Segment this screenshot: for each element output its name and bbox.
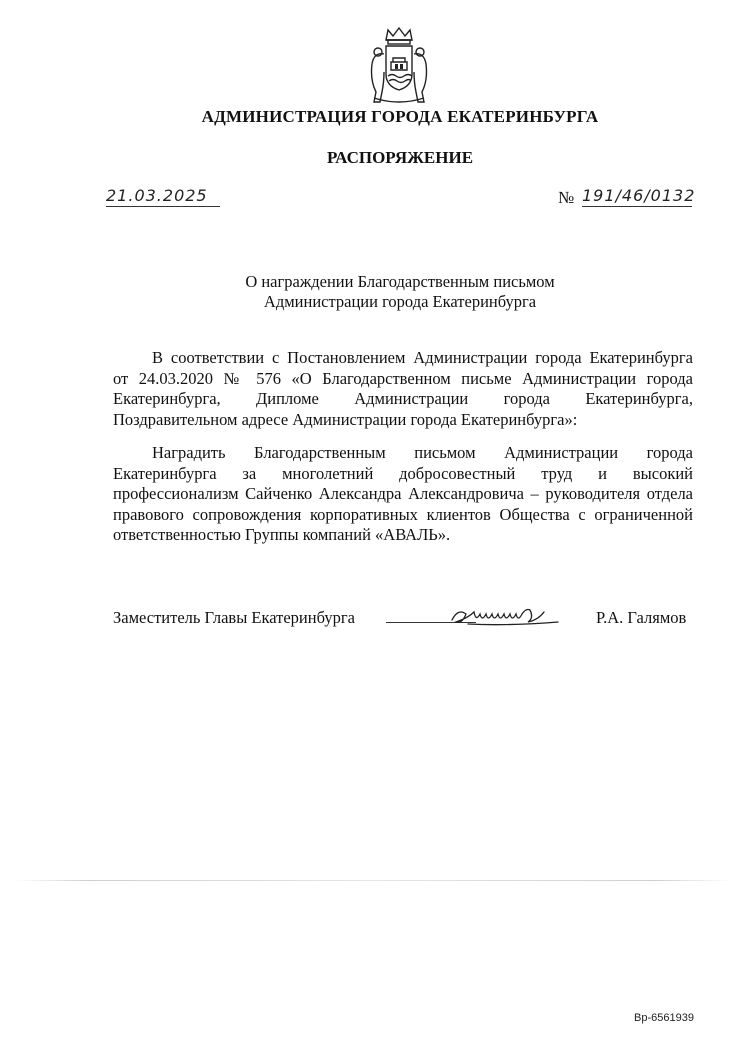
signer-position: Заместитель Главы Екатеринбурга [113,608,355,627]
subject-line: О награждении Благодарственным письмом [245,272,555,291]
paragraph-line: от 24.03.2020 № 576 «О Благодарственном письме Администрации города [113,368,693,388]
paragraph-line: правового сопровождения корпоративных клиентов Общества с ограниченной [113,504,693,524]
coat-of-arms-icon [366,26,432,106]
scan-artifact-line [15,880,730,881]
paragraph-line: Екатеринбурга за многолетний добросовестный труд и высокий [113,463,693,483]
paragraph-line: Екатеринбурга, Дипломе Администрации города Екатеринбурга, [113,389,693,408]
paragraph-line: Наградить Благодарственным письмом Администрации города [152,443,693,462]
document-subject [0,272,750,312]
paragraph-line: профессионализм Сайченко Александра Александровича – руководителя отдела [113,484,693,503]
subject-line: Администрации города Екатеринбурга [263,292,537,311]
document-code: Вр-6561939 [634,1012,694,1024]
paragraph-line: Поздравительном адресе Администрации города Екатеринбурга»: [113,409,578,429]
document-number: 191/46/0132 [582,186,696,205]
handwritten-signature [448,600,598,630]
paragraph-line: В соответствии с Постановлением Администрации города Екатеринбурга [152,348,693,367]
document-type: РАСПОРЯЖЕНИЕ [326,148,474,167]
paragraph-line: ответственностью Группы компаний «АВАЛЬ». [113,525,451,544]
organization-title: АДМИНИСТРАЦИЯ ГОРОДА ЕКАТЕРИНБУРГА [201,107,599,126]
signer-name: Р.А. Галямов [596,608,687,627]
document-date: 21.03.2025 [106,186,220,207]
resolution-paragraph [113,443,693,546]
number-label: № [558,188,575,207]
preamble-paragraph [113,348,693,430]
